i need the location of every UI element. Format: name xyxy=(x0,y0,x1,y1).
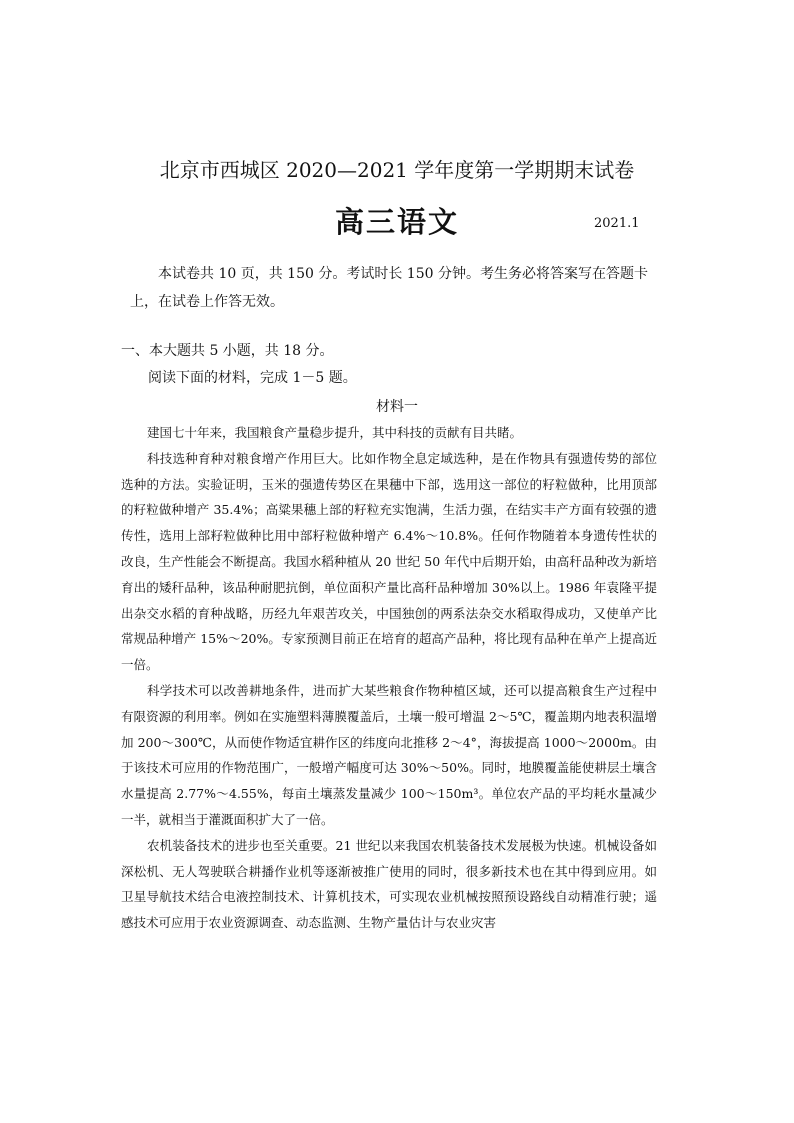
material-body xyxy=(121,420,657,936)
subject-row xyxy=(0,200,794,244)
material-paragraph: 科学技术可以改善耕地条件，进而扩大某些粮食作物种植区域，还可以提高粮食生产过程中有限资源的利用率。例如在实施塑料薄膜覆盖后，土壤一般可增温 2～5℃，覆盖期内地表积温增加 200～300℃，从而使作物适宜耕作区的纬度向北推移 2～4°，海拔提高 1000～2000m。由于该技术可应用的作物范围广，一般增产幅度可达 30%～50%。同时，地膜覆盖能使耕层土壤含水量提高 2.77%～4.55%，每亩土壤蒸发量减少 100～150m³。单位农产品的平均耗水量减少一半，就相当于灌溉面积扩大了一倍。 xyxy=(121,682,657,827)
section-instruction: 阅读下面的材料，完成 1－5 题。 xyxy=(148,370,357,386)
material-paragraph: 农机装备技术的进步也至关重要。21 世纪以来我国农机装备技术发展极为快速。机械设备如深松机、无人驾驶联合耕播作业机等逐渐被推广使用的同时，很多新技术也在其中得到应用。如卫星导航技术结合电液控制技术、计算机技术，可实现农业机械按照预设路线自动精准行驶；遥感技术可应用于农业资源调查、动态监测、生物产量估计与农业灾害 xyxy=(121,837,657,931)
exam-date: 2021.1 xyxy=(594,216,640,231)
exam-notice: 本试卷共 10 页，共 150 分。考试时长 150 分钟。考生务必将答案写在答题卡上，在试卷上作答无效。 xyxy=(130,266,648,310)
exam-title: 北京市西城区 2020—2021 学年度第一学期期末试卷 xyxy=(159,158,635,182)
material-paragraph: 科技选种育种对粮食增产作用巨大。比如作物全息定域选种，是在作物具有强遗传势的部位选种的方法。实验证明，玉米的强遗传势区在果穗中下部，选用这一部位的籽粒做种，比用顶部的籽粒做种增产 35.4%；高粱果穗上部的籽粒充实饱满，生活力强，在结实丰产方面有较强的遗传性，选用上部籽粒做种比用中部籽粒做种增产 6.4%～10.8%。任何作物随着本身遗传性状的改良，生产性能会不断提高。我国水稻种植从 20 世纪 50 年代中后期开始，由高秆品种改为新培育出的矮秆品种，该品种耐肥抗倒，单位面积产量比高秆品种增加 30%以上。1986 年袁隆平提出杂交水稻的育种战略，历经九年艰苦攻关，中国独创的两系法杂交水稻取得成功，又使单产比常规品种增产 15%～20%。专家预测目前正在培育的超高产品种，将比现有品种在单产上提高近一倍。 xyxy=(121,450,657,673)
material-title: 材料一 xyxy=(376,399,418,415)
subject-title: 高三语文 xyxy=(334,205,459,239)
section-heading: 一、本大题共 5 小题，共 18 分。 xyxy=(121,343,334,359)
material-paragraph: 建国七十年来，我国粮食产量稳步提升，其中科技的贡献有目共睹。 xyxy=(147,425,523,440)
